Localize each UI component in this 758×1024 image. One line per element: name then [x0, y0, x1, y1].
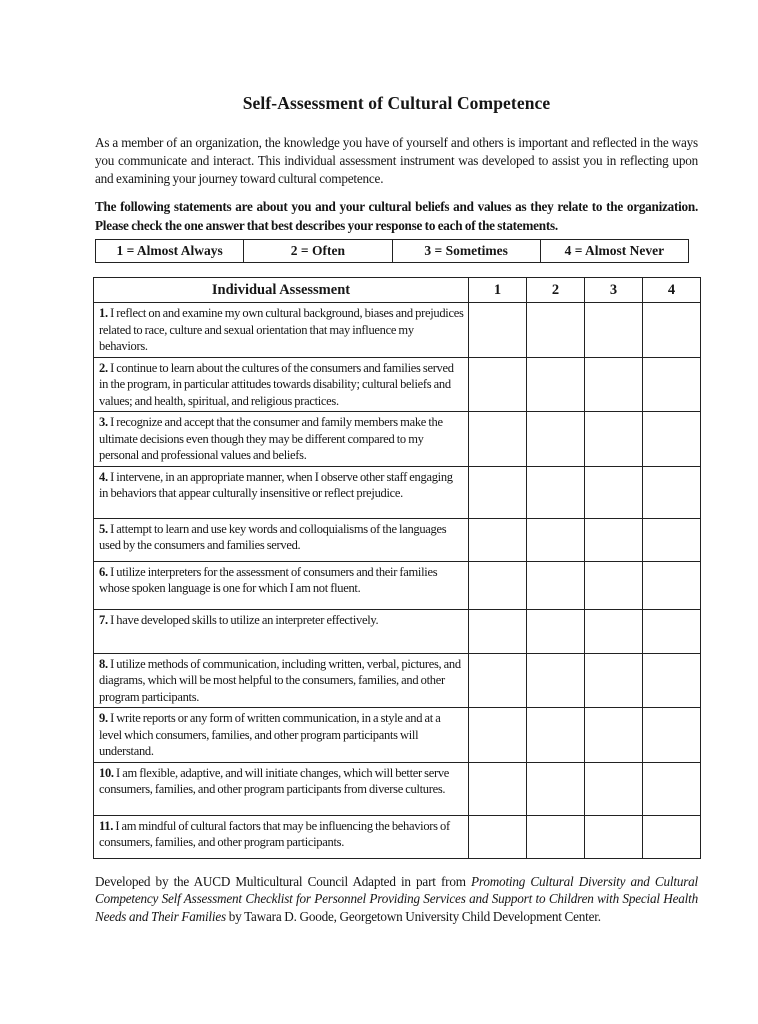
rating-cell-8-4[interactable]: [643, 653, 701, 708]
rating-cell-1-2[interactable]: [527, 303, 585, 358]
rating-cell-7-2[interactable]: [527, 609, 585, 653]
rating-cell-5-1[interactable]: [469, 518, 527, 561]
rating-cell-3-3[interactable]: [585, 412, 643, 467]
scale-almost-never: 4 = Almost Never: [540, 240, 688, 263]
rating-cell-9-1[interactable]: [469, 708, 527, 763]
table-row-6: [94, 561, 701, 609]
scale-sometimes: 3 = Sometimes: [392, 240, 540, 263]
rating-cell-2-4[interactable]: [643, 357, 701, 412]
statement-cell-9: 9. I write reports or any form of written communication, in a style and at a level which consumers, families, and other program participants will understand.: [94, 708, 469, 763]
statement-number: 9.: [99, 711, 108, 725]
statement-cell-2: 2. I continue to learn about the cultures of the consumers and families served in the program, in particular attitudes towards disability; cultural beliefs and values; and health, spiritual, and religious practices.: [94, 357, 469, 412]
table-header-row: [94, 278, 701, 303]
scale-often: 2 = Often: [244, 240, 392, 263]
rating-cell-7-4[interactable]: [643, 609, 701, 653]
statement-number: 8.: [99, 656, 108, 671]
rating-cell-6-2[interactable]: [527, 561, 585, 609]
statement-cell-5: 5. I attempt to learn and use key words and colloquialisms of the languages used by the consumers and families served.: [94, 518, 469, 561]
column-header-rating-4: 4: [643, 278, 701, 303]
rating-cell-5-4[interactable]: [643, 518, 701, 561]
instructions-paragraph: The following statements are about you and your cultural beliefs and values as they relate to the organization. Please check the one answer that best describes your response to each of the statements.: [95, 199, 698, 233]
table-row-2: [94, 357, 701, 412]
rating-cell-1-1[interactable]: [469, 303, 527, 358]
rating-cell-2-3[interactable]: [585, 357, 643, 412]
statement-number: 11.: [99, 818, 114, 833]
rating-cell-5-2[interactable]: [527, 518, 585, 561]
rating-cell-11-2[interactable]: [527, 815, 585, 858]
table-row-8: [94, 653, 701, 708]
intro-paragraph: As a member of an organization, the knowledge you have of yourself and others is important and reflected in the ways you communicate and interact. This individual assessment instrument was developed to assist you in reflecting upon and examining your journey toward cultural competence.: [95, 135, 698, 186]
rating-cell-10-4[interactable]: [643, 762, 701, 815]
rating-cell-11-3[interactable]: [585, 815, 643, 858]
rating-cell-4-3[interactable]: [585, 466, 643, 518]
credit-paragraph: [95, 873, 698, 926]
statement-cell-6: 6. I utilize interpreters for the assessment of consumers and their families whose spoken language is one for which I am not fluent.: [94, 561, 469, 609]
table-row-11: [94, 815, 701, 858]
rating-scale-legend: [95, 239, 689, 263]
rating-cell-4-2[interactable]: [527, 466, 585, 518]
statement-cell-1: 1. I reflect on and examine my own cultural background, biases and prejudices related to race, culture and sexual orientation that may influence my behaviors.: [94, 303, 469, 358]
table-row-10: [94, 762, 701, 815]
statement-cell-11: 11. I am mindful of cultural factors that may be influencing the behaviors of consumers, families, and other program participants.: [94, 815, 469, 858]
rating-cell-9-2[interactable]: [527, 708, 585, 763]
rating-cell-11-1[interactable]: [469, 815, 527, 858]
rating-cell-10-2[interactable]: [527, 762, 585, 815]
statement-number: 7.: [99, 612, 108, 627]
table-row-4: [94, 466, 701, 518]
column-header-rating-1: 1: [469, 278, 527, 303]
table-row-1: [94, 303, 701, 358]
rating-cell-3-1[interactable]: [469, 412, 527, 467]
credit-suffix: by Tawara D. Goode, Georgetown University Child Development Center.: [225, 908, 601, 924]
credit-source-title: Promoting Cultural Diversity and Cultural Competency Self Assessment Checklist for Personnel Providing Services and Support to Children with Special Health Needs and Their Families: [95, 873, 699, 924]
rating-cell-6-3[interactable]: [585, 561, 643, 609]
rating-cell-9-4[interactable]: [643, 708, 701, 763]
credit-prefix: Developed by the AUCD Multicultural Council Adapted in part from: [95, 873, 472, 889]
statement-number: 5.: [99, 521, 108, 536]
table-row-3: [94, 412, 701, 467]
rating-cell-1-4[interactable]: [643, 303, 701, 358]
table-row-5: [94, 518, 701, 561]
statement-number: 1.: [99, 306, 108, 320]
page-content: [93, 0, 700, 925]
rating-cell-8-3[interactable]: [585, 653, 643, 708]
rating-cell-2-1[interactable]: [469, 357, 527, 412]
statement-cell-7: 7. I have developed skills to utilize an interpreter effectively.: [94, 609, 469, 653]
column-header-individual-assessment: Individual Assessment: [94, 278, 469, 303]
statement-cell-3: 3. I recognize and accept that the consumer and family members make the ultimate decisions even though they may be different compared to my personal and professional values and beliefs.: [94, 412, 469, 467]
rating-cell-3-2[interactable]: [527, 412, 585, 467]
rating-cell-9-3[interactable]: [585, 708, 643, 763]
rating-cell-6-1[interactable]: [469, 561, 527, 609]
scale-almost-always: 1 = Almost Always: [96, 240, 244, 263]
page-title: Self-Assessment of Cultural Competence: [242, 93, 551, 113]
rating-cell-6-4[interactable]: [643, 561, 701, 609]
rating-cell-7-3[interactable]: [585, 609, 643, 653]
statement-number: 10.: [99, 765, 114, 780]
rating-cell-1-3[interactable]: [585, 303, 643, 358]
table-row-7: [94, 609, 701, 653]
rating-cell-11-4[interactable]: [643, 815, 701, 858]
rating-cell-10-3[interactable]: [585, 762, 643, 815]
statement-number: 3.: [99, 415, 108, 429]
rating-cell-4-4[interactable]: [643, 466, 701, 518]
rating-cell-4-1[interactable]: [469, 466, 527, 518]
rating-cell-8-2[interactable]: [527, 653, 585, 708]
rating-scale-row: [96, 240, 689, 263]
rating-cell-2-2[interactable]: [527, 357, 585, 412]
assessment-table: [93, 277, 701, 859]
table-row-9: [94, 708, 701, 763]
statement-number: 6.: [99, 564, 108, 579]
column-header-rating-2: 2: [527, 278, 585, 303]
assessment-table-body: [94, 303, 701, 859]
column-header-rating-3: 3: [585, 278, 643, 303]
rating-cell-7-1[interactable]: [469, 609, 527, 653]
rating-cell-8-1[interactable]: [469, 653, 527, 708]
statement-number: 2.: [99, 360, 108, 375]
statement-number: 4.: [99, 469, 108, 484]
rating-cell-3-4[interactable]: [643, 412, 701, 467]
statement-cell-10: 10. I am flexible, adaptive, and will initiate changes, which will better serve consumers, families, and other program participants from diverse cultures.: [94, 762, 469, 815]
statement-cell-8: 8. I utilize methods of communication, including written, verbal, pictures, and diagrams, which will be most helpful to the consumers, families, and other program participants.: [94, 653, 469, 708]
rating-cell-10-1[interactable]: [469, 762, 527, 815]
statement-cell-4: 4. I intervene, in an appropriate manner, when I observe other staff engaging in behaviors that appear culturally insensitive or reflect prejudice.: [94, 466, 469, 518]
rating-cell-5-3[interactable]: [585, 518, 643, 561]
